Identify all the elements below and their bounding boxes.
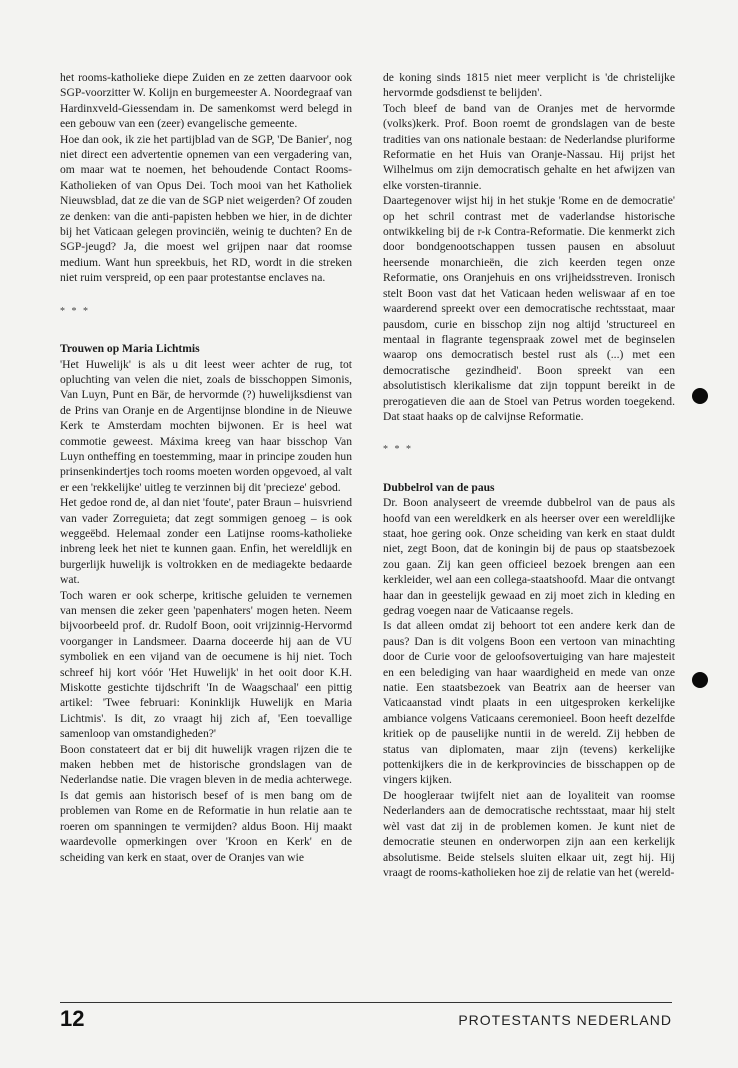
- paragraph: de koning sinds 1815 niet meer verplicht is 'de christelijke hervormde godsdienst te belijden'.: [383, 71, 675, 100]
- paragraph: Boon constateert dat er bij dit huwelijk vragen rijzen die te maken hebben met de historische grondslagen van de Nederlandse natie. Die vragen bleven in de media achterwege. Is dat gemis aan historisch besef of is men bang om de problemen van Rome en de Reformatie in hun relatie aan te roeren om spanningen te vermijden? aldus Boon. Hij maakt waardevolle opmerkingen over 'Kroon en Kerk' en de scheiding van kerk en staat, over de Oranjes van wie: [60, 742, 352, 864]
- paragraph: 'Het Huwelijk' is als u dit leest weer achter de rug, tot opluchting van velen die niet, zoals de bisschoppen Simonis, Van Luyn, Punt en Bär, de hervormde (?) huwelijksdienst van de Prins van Oranje en de Argentijnse blondine in de Nieuwe Kerk te Amsterdam mochten bijwonen. Er is heel wat commotie geweest. Máxima kreeg van haar bisschop Van Luyn ontheffing en toestemming, maar in principe zouden hun prinsenkindertjes toch rooms moeten worden opgevoed, al valt er een 'rekkelijke' uitleg te verzinnen bij dit 'precieze' gebod.: [60, 357, 352, 494]
- paragraph: Dr. Boon analyseert de vreemde dubbelrol van de paus als hoofd van een wereldkerk en als heerser over een wereldlijke staat, hoe gering ook. Onze scheiding van kerk en staat duldt niet, zegt Boon, dat de koningin bij de paus op staatsbezoek zou gaan. Zij kan geen officieel bezoek brengen aan een kerkleider, wel aan een collega-staatshoofd. Maar die ontvangt haar dan in geestelijk gewaad en zij moet zich in kleding en gedrag voegen naar de Vaticaanse regels.: [383, 496, 675, 617]
- footer-rule: [60, 1002, 672, 1003]
- paragraph: Toch waren er ook scherpe, kritische geluiden te vernemen van mensen die zeker geen 'papenhaters' mogen heten. Neem bijvoorbeeld prof. dr. Rudolf Boon, ooit vrijzinnig-Hervormd voorganger in Landsmeer. Daarna doceerde hij aan de VU symboliek en een vijand van de oecumene is hij niet. Toch schreef hij kort vóór 'Het Huwelijk' in het ooit door K.H. Miskotte gestichte tijdschrift 'In de Waagschaal' een pittig artikel: 'Twee februari: Koninklijk Huwelijk en Maria Lichtmis'. Is dit, zo vraagt hij zich af, 'Een toevallige samenloop van omstandigheden?': [60, 588, 352, 741]
- paragraph: Toch bleef de band van de Oranjes met de hervormde (volks)kerk. Prof. Boon roemt de grondslagen van de beste tradities van ons nationale bestaan: de Nederlandse pluriforme Reformatie en het Huis van Oranje-Nassau. Hij prijst het Wilhelmus om zijn democratisch gehalte en het afwijzen van elke vorsten-tirannie.: [383, 101, 675, 192]
- section-heading: Dubbelrol van de paus: [383, 480, 495, 494]
- paragraph: De hoogleraar twijfelt niet aan de loyaliteit van roomse Nederlanders aan de democratische rechtsstaat, maar hij stelt wèl vast dat zij in de problemen komen. Je kunt niet de democratie steunen en onderworpen zijn aan een kerkelijk absolutisme. Beide stelsels sluiten elkaar uit, zegt hij. Hij vraagt de rooms-katholieken hoe zij de relatie van het (wereld-: [383, 788, 675, 879]
- binder-hole: [692, 672, 708, 688]
- page-number: 12: [60, 1006, 85, 1031]
- binder-hole: [692, 388, 708, 404]
- paragraph: Daartegenover wijst hij in het stukje 'Rome en de democratie' op het schril contrast met de vaderlandse historische ontwikkeling bij de r-k Contra-Reformatie. Die kenmerkt zich door bondgenootschappen tussen pausen en absoluut heersende monarchieën, die zich keerden tegen onze Reformatie, ons Oranjehuis en ons vrijheidsstreven. Ironisch stelt Boon vast dat het Vaticaan heden weliswaar af en toe waarderend spreekt over een democratische rechtsstaat, maar pausdom, curie en bisschop zijn nog altijd 'structureel en mentaal in flagrante tegenspraak zowel met de beginselen waarop ons democratisch bestel rust als (...) met een democratische gezindheid'. Boon spreekt van een absolutistisch klerikalisme dat zijn toppunt bereikt in de prerogatieven die aan de Stoel van Petrus worden toegekend. Dat staat haaks op de calvijnse Reformatie.: [383, 194, 675, 423]
- section-divider: * * *: [60, 305, 90, 317]
- paragraph: Is dat alleen omdat zij behoort tot een andere kerk dan de paus? Dan is dit volgens Boon een vertoon van minachting door de Curie voor de geloofsovertuiging van hare majesteit en een belediging van haar waardigheid en mede van onze natie. Een staatsbezoek van Beatrix aan de heerser van Vaticaanstad vindt plaats in een uitgesproken kerkelijke ambiance volgens Vaticaans ceremonieel. Boon heeft dezelfde kritiek op de pauselijke nuntii in de wereld. Zij hebben de status van diplomaten, maar zijn (tevens) kerkelijke pottenkijkers die in de kerkprovincies de bisschappen op de vingers kijken.: [383, 619, 675, 787]
- paragraph: het rooms-katholieke diepe Zuiden en ze zetten daarvoor ook SGP-voorzitter W. Kolijn en burgemeester A. Noordegraaf van Hardinxveld-Giessendam in. De samenkomst werd belegd in een gebouw van een (zeer) evangelische gemeente.: [60, 71, 352, 131]
- right-column: [383, 70, 675, 880]
- section-heading: Trouwen op Maria Lichtmis: [60, 342, 200, 356]
- section-divider: * * *: [383, 444, 413, 456]
- left-column: [60, 70, 352, 865]
- magazine-name: PROTESTANTS NEDERLAND: [458, 1012, 672, 1028]
- paragraph: Hoe dan ook, ik zie het partijblad van de SGP, 'De Banier', nog niet direct een advertentie opnemen van een vergadering van, om maar wat te noemen, het behoudende Contact Rooms-Katholieken of van Opus Dei. Toch mooi van het Katholiek Nieuwsblad, dat ze die van de SGP niet weigerden? Of zouden ze denken: van die anti-papisten hebben we hier, in de dichter bij het Vaticaan gelegen provinciën, weinig te duchten? En de SGP-jeugd? Ja, die moest wel grijpen naar dat roomse medium. Want hun spreekbuis, het RD, wordt in die streken niet ruim verspreid, op een paar protestantse enclaves na.: [60, 132, 352, 285]
- paragraph: Het gedoe rond de, al dan niet 'foute', pater Braun – huisvriend van vader Zorreguieta; dat zegt sommigen genoeg – is ook weggeëbd. Helemaal zonder een Latijnse rooms-katholieke inbreng leek het niet te kunnen gaan. Enfin, het wereldlijk en burgerlijk huwelijk is voltrokken en de mediagekte bedaarde wat.: [60, 496, 352, 587]
